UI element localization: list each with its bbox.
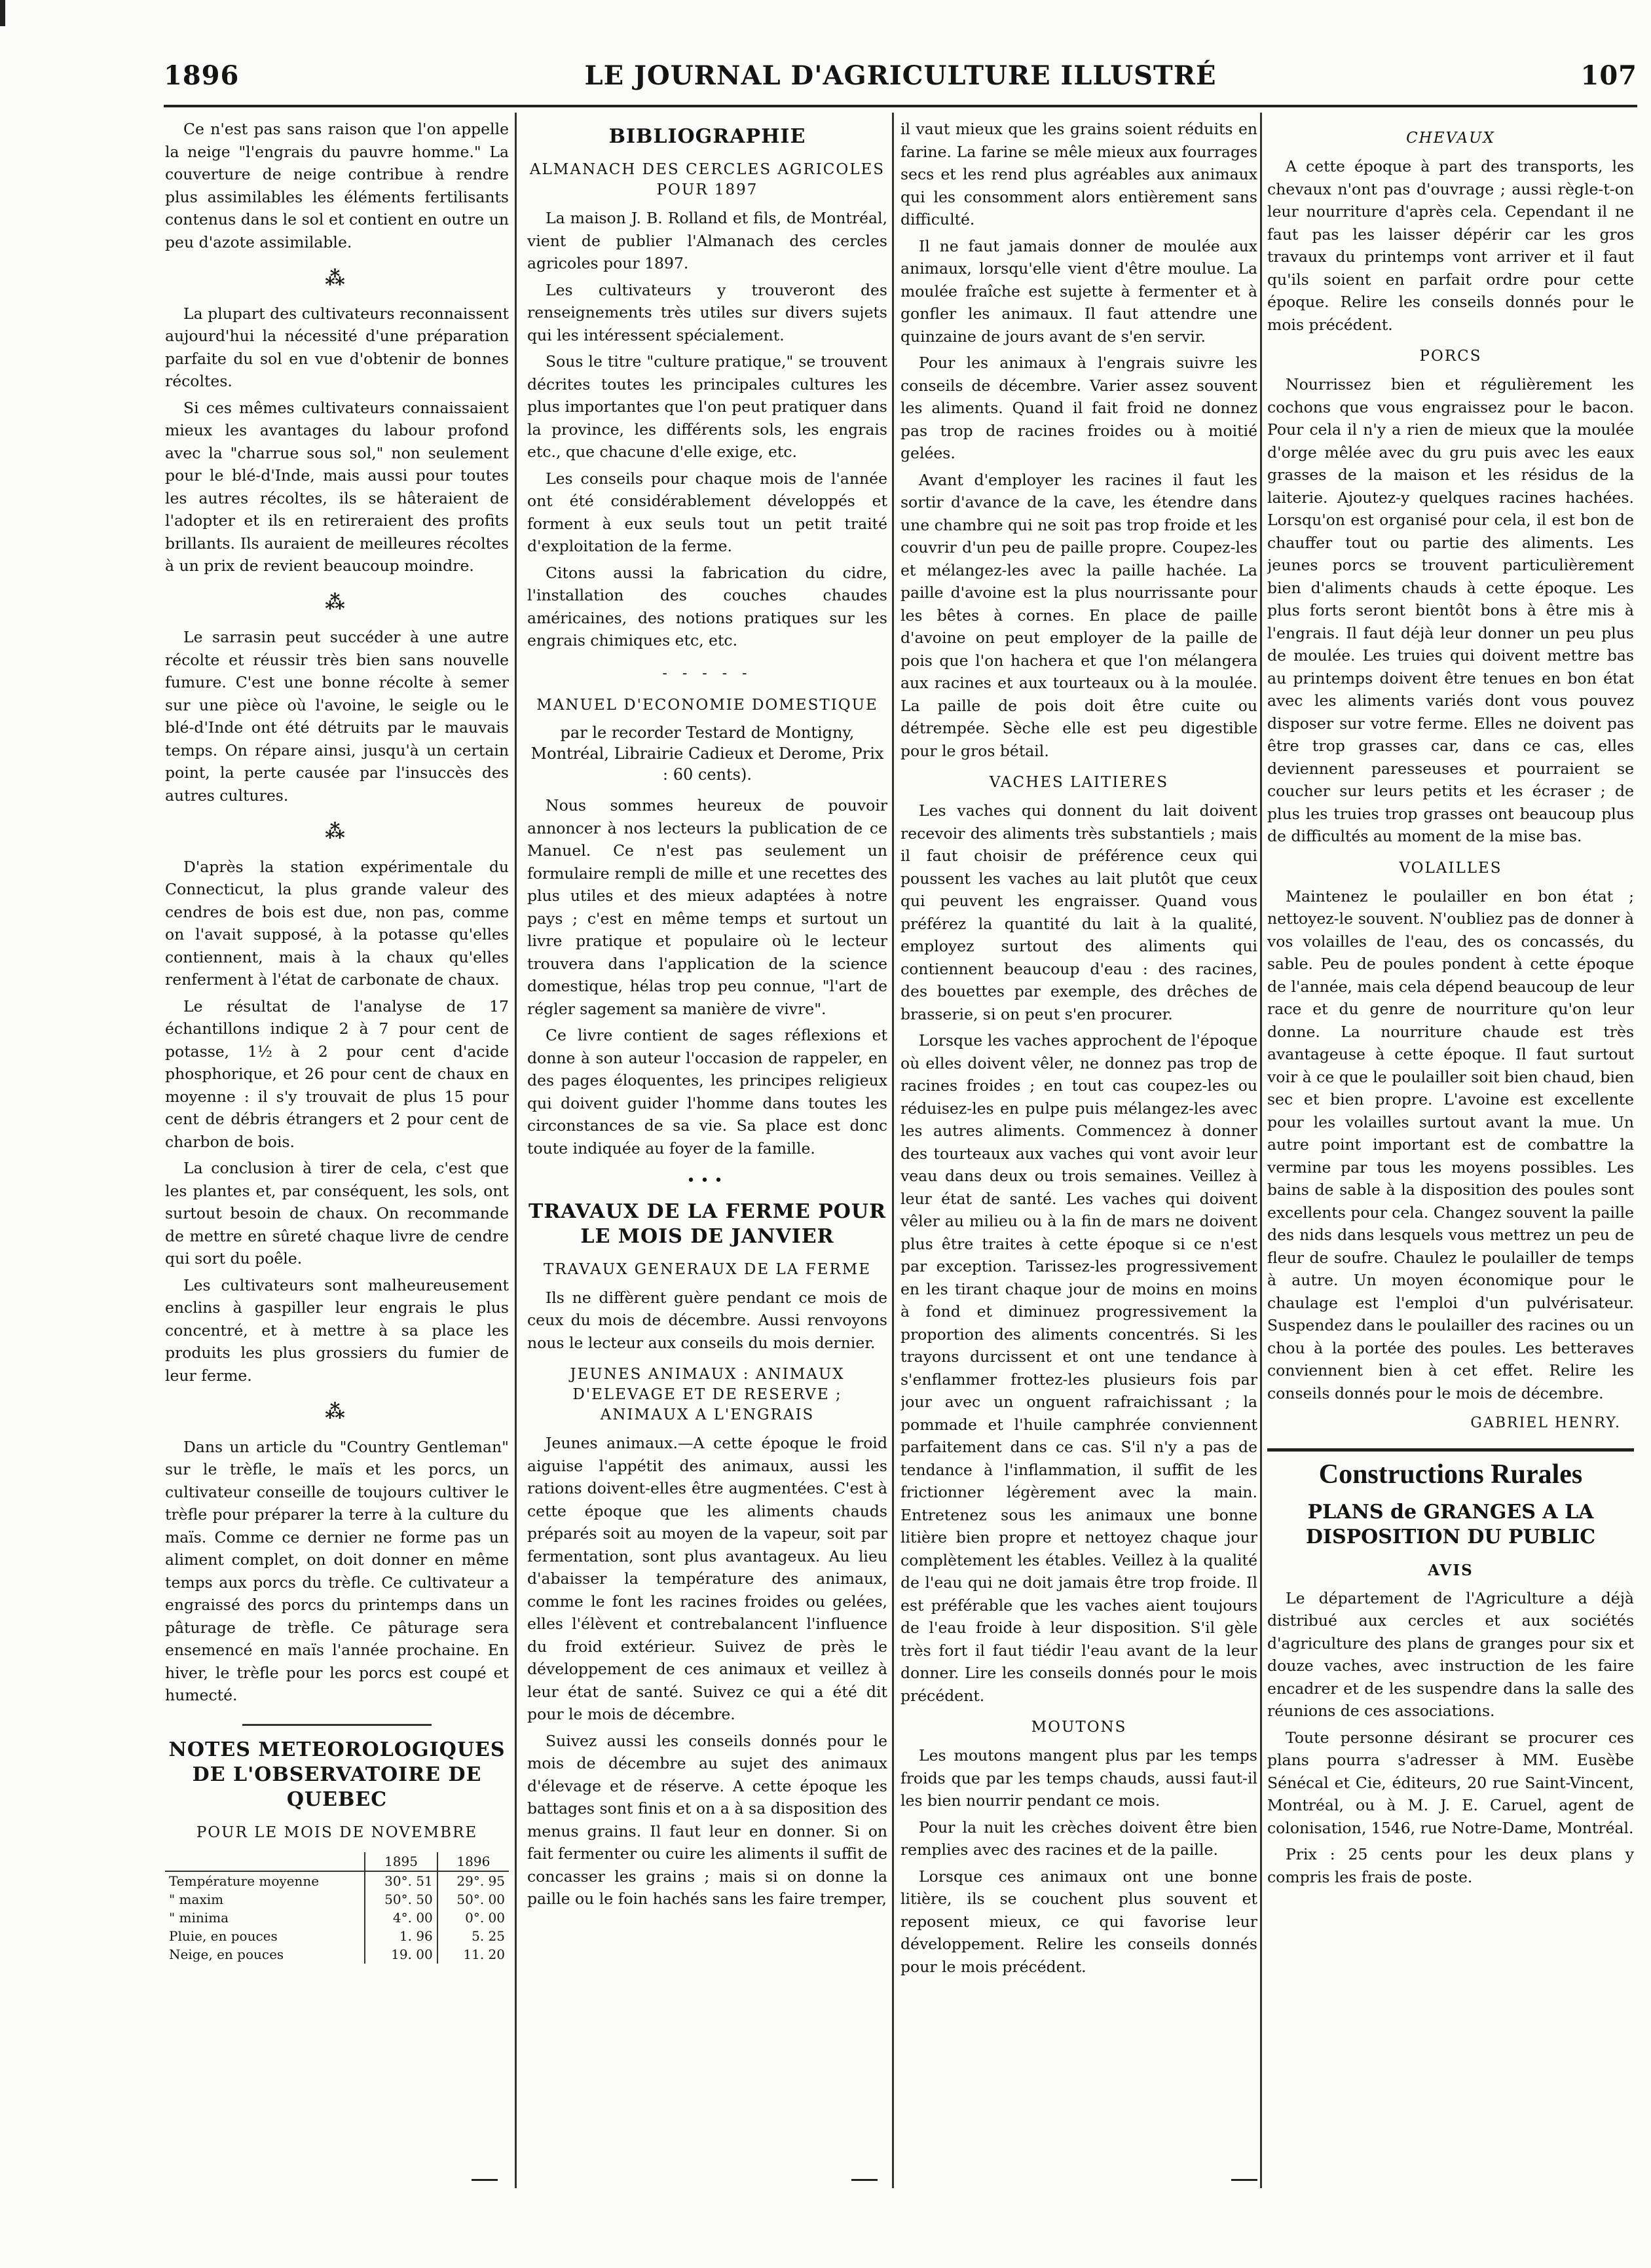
chevaux-title: CHEVAUX bbox=[1406, 130, 1495, 147]
section-stars: ⁂ bbox=[325, 591, 349, 614]
separator: - - - - - bbox=[662, 665, 752, 682]
meteo-title: NOTES METEOROLOGIQUES DE L'OBSERVATOIRE DE QUEBEC bbox=[168, 1738, 506, 1811]
paragraph: Nous sommes heureux de pouvoir annoncer à nos lecteurs la publication de ce Manuel. Ce n'est pas seulement un formulaire rempli de mille et une recettes des plus utiles et des mieux adaptées à notre pays ; c'est en même temps et surtout un livre pratique et populaire où le lecteur trouvera dans l'application de la science domestique, hélas trop peu connue, "l'art de régler sagement sa manière de vivre". bbox=[527, 796, 887, 1018]
manuel-title: MANUEL D'ECONOMIE DOMESTIQUE bbox=[536, 697, 878, 714]
travaux-title: TRAVAUX DE LA FERME POUR LE MOIS DE JANVIER bbox=[529, 1199, 886, 1248]
column-end-mark bbox=[851, 2179, 878, 2181]
column-divider bbox=[515, 113, 517, 2188]
page-header bbox=[164, 60, 1637, 100]
paragraph: Les cultivateurs sont malheureusement enclins à gaspiller leur engrais le plus concentré, et à mettre à sa place les produits les plus grossiers du fumier de leur ferme. bbox=[165, 1275, 509, 1385]
author-signature: GABRIEL HENRY. bbox=[1470, 1415, 1621, 1431]
header-page-number: 107 bbox=[1580, 60, 1637, 91]
header-year: 1896 bbox=[164, 60, 240, 91]
porcs-title: PORCS bbox=[1419, 348, 1482, 365]
travaux-subtitle: TRAVAUX GENERAUX DE LA FERME bbox=[543, 1260, 872, 1278]
paragraph: Pour la nuit les crèches doivent être bien remplies avec des racines et de la paille. bbox=[900, 1818, 1257, 1859]
paragraph: Jeunes animaux.—A cette époque le froid aiguise l'appétit des animaux, aussi les rations doivent-elles être augmentées. C'est à cette époque que les aliments chauds préparés soit au moyen de la vapeur, soit par fermentation, sont plus avantageux. Au lieu d'abaisser la température des animaux, comme le font les racines froides ou gelées, elles l'élèvent et contrebalancent l'influence du froid extérieur. Suivez de près le développement de ces animaux et veillez à leur état de santé. Suivez ce qui a été dit pour le mois de décembre. bbox=[527, 1434, 887, 1723]
paragraph: A cette époque à part des transports, les chevaux n'ont pas d'ouvrage ; aussi règle-t-on leur nourriture d'après cela. Cependant il ne faut pas les laisser dépérir car les gros travaux du printemps vont arriver et il faut qu'ils soient en parfait ordre pour cette époque. Relire les conseils donnés pour le mois précédent. bbox=[1267, 157, 1634, 334]
vaches-title: VACHES LAITIERES bbox=[989, 774, 1169, 791]
scan-mark bbox=[0, 0, 18, 26]
separator: ••• bbox=[686, 1173, 728, 1189]
jeunes-animaux-title: JEUNES ANIMAUX : ANIMAUX D'ELEVAGE ET DE RESERVE ; ANIMAUX A L'ENGRAIS bbox=[570, 1366, 845, 1423]
paragraph: Nourrissez bien et régulièrement les cochons que vous engraissez pour le bacon. Pour cela il n'y a rien de mieux que la moulée d'orge mêlée avec du gru puis avec les eaux grasses de la maison et les résidus de la laiterie. Ajoutez-y quelques racines hachées. Lorsqu'on est organisé pour cela, il est bon de chauffer tout ou partie des aliments. Les jeunes porcs se trouvent particulièrement bien d'aliments chauds à cette époque. Les plus forts seront bientôt bons à être mis à l'engrais. Il faut déjà leur donner un peu plus de moulée. Les truies qui doivent mettre bas au printemps doivent être tenues en bon état avec les aliments variés dont vous pouvez disposer sur votre ferme. Elles ne doivent pas être trop grasses car, dans ce cas, elles deviennent paresseuses et pourraient se coucher sur leurs petits et les écraser ; de plus les truies trop grasses ont beaucoup plus de difficultés au moment de la mise bas. bbox=[1267, 375, 1634, 845]
column-3 bbox=[900, 118, 1257, 2187]
paragraph: il vaut mieux que les grains soient réduits en farine. La farine se mêle mieux aux fourrages secs et les rend plus agréables aux animaux qui les consomment alors entièrement sans difficulté. bbox=[900, 120, 1257, 229]
paragraph: Ce n'est pas sans raison que l'on appelle la neige "l'engrais du pauvre homme." La couverture de neige contribue à rendre plus assimilables les éléments fertilisants contenus dans le sol et contient en outre un peu d'azote assimilable. bbox=[165, 120, 509, 251]
paragraph: Le résultat de l'analyse de 17 échantillons indique 2 à 7 pour cent de potasse, 1½ à 2 pour cent d'acide phosphorique, et 26 pour cent de chaux en moyenne : il s'y trouvait de plus 15 pour cent de débris étrangers et 2 pour cent de charbon de bois. bbox=[165, 997, 509, 1151]
volailles-title: VOLAILLES bbox=[1399, 859, 1502, 877]
almanach-title: ALMANACH DES CERCLES AGRICOLES POUR 1897 bbox=[529, 161, 885, 198]
column-4 bbox=[1267, 118, 1634, 2187]
paragraph: Prix : 25 cents pour les deux plans y compris les frais de poste. bbox=[1267, 1845, 1634, 1886]
meteo-subtitle: POUR LE MOIS DE NOVEMBRE bbox=[196, 1823, 478, 1841]
column-divider bbox=[1260, 113, 1262, 2188]
header-title: LE JOURNAL D'AGRICULTURE ILLUSTRÉ bbox=[584, 60, 1217, 91]
paragraph: La plupart des cultivateurs reconnaissent aujourd'hui la nécessité d'une préparation parfaite du sol en vue d'obtenir de bonnes récoltes. bbox=[165, 304, 509, 390]
paragraph: Ils ne diffèrent guère pendant ce mois de ceux du mois de décembre. Aussi renvoyons nous le lecteur aux conseils du mois dernier. bbox=[527, 1288, 887, 1352]
plans-title: PLANS de GRANGES A LA DISPOSITION DU PUBLIC bbox=[1305, 1500, 1596, 1548]
paragraph: Les cultivateurs y trouveront des renseignements très utiles sur divers sujets qui les intéressent spécialement. bbox=[527, 280, 887, 344]
paragraph: D'après la station expérimentale du Connecticut, la plus grande valeur des cendres de bois est due, non pas, comme on l'avait supposé, à la potasse qu'elles contiennent, mais à la chaux qu'elles renferment à l'état de carbonate de chaux. bbox=[165, 857, 509, 989]
header-rule bbox=[164, 105, 1637, 107]
paragraph: Les moutons mangent plus par les temps froids que par les temps chauds, aussi faut-il les bien nourrir pendant ce mois. bbox=[900, 1746, 1257, 1810]
constructions-title: Constructions Rurales bbox=[1267, 1448, 1634, 1491]
bibliographie-title: BIBLIOGRAPHIE bbox=[608, 125, 806, 148]
paragraph: Lorsque les vaches approchent de l'époque où elles doivent vêler, ne donnez pas trop de racines froides ; en tout cas coupez-les ou réduisez-les en pulpe puis mélangez-les avec les autres aliments. Commencez à donner des tourteaux aux vaches qui vont avoir leur veau dans deux ou trois semaines. Veillez à leur état de santé. Les vaches qui doivent vêler au milieu ou à la fin de mars ne doivent plus être traites à cette époque si ce n'est par exception. Tarissez-les progressivement en les tirant chaque jour de moins en moins à fond et diminuez progressivement la proportion des aliments concentrés. Si les trayons durcissent et ont une tendance à s'enflammer frottez-les plusieurs fois par jour avec un onguent rafraichissant ; la pommade et l'huile camphrée conviennent parfaitement dans ce cas. S'il n'y a pas de tendance à l'inflammation, il suffit de les frictionner légèrement avec la main. Entretenez sous les animaux une bonne litière bien propre et nettoyez chaque jour complètement les étables. Veillez à la qualité de l'eau qui ne doit jamais être trop froide. Il est préférable que les vaches aient toujours de l'eau froide à leur disposition. S'il gèle très fort il faut tiédir l'eau avant de la leur donner. Lire les conseils donnés pour le mois précédent. bbox=[900, 1031, 1257, 1705]
column-end-mark bbox=[472, 2179, 498, 2181]
paragraph: Il ne faut jamais donner de moulée aux animaux, lorsqu'elle vient d'être moulue. La moulée fraîche est sujette à fermenter et à gonfler les animaux. Il faut attendre une quinzaine de jours avant de s'en servir. bbox=[900, 236, 1257, 346]
paragraph: Les vaches qui donnent du lait doivent recevoir des aliments très substantiels ; mais il faut choisir de préférence ceux qui poussent les vaches au lait plutôt que ceux qui peuvent les engraisser. Quand vous préférez la quantité du lait à la qualité, employez surtout des aliments qui contiennent beaucoup d'eau : des racines, des bouettes par exemple, des drêches de brasserie, si on peut s'en procurer. bbox=[900, 801, 1257, 1023]
paragraph: Suivez aussi les conseils donnés pour le mois de décembre au sujet des animaux d'élevage et de réserve. A cette époque les battages sont finis et on a à sa disposition des menus grains. Il faut leur en donner. Si on fait fermenter ou cuire les aliments il suffit de concasser les grains ; mais si on donne la paille ou le foin hachés sans les faire tremper, bbox=[527, 1731, 887, 1908]
meteo-year-header: 1896 bbox=[437, 1852, 509, 1871]
paragraph: Maintenez le poulailler en bon état ; nettoyez-le souvent. N'oubliez pas de donner à vos volailles de l'eau, des os concassés, du sable. Peu de poules pondent à cette époque de l'année, mais cela dépend beaucoup de leur race et du genre de nourriture qu'on leur donne. La nourriture chaude est très avantageuse à cette époque. Il faut surtout voir à ce que le poulailler soit bien chaud, bien sec et bien propre. L'avoine est excellente pour les volailles surtout avant la mue. Un autre point important est de combattre la vermine par tous les moyens possibles. Les bains de sable à la disposition des poules sont excellents pour cela. Changez souvent la paille des nids dans lesquels vous mettrez un peu de fleur de soufre. Chaulez le poulailler de temps à autre. Un moyen économique pour le chaulage est l'emploi d'un pulvérisateur. Suspendez dans le poulailler des racines ou un chou à la portée des poules. Les betteraves conviennent bien à cet effet. Relire les conseils donnés pour le mois de décembre. bbox=[1267, 887, 1634, 1402]
separator bbox=[242, 1724, 432, 1726]
table-row: " minima 4°. 00 0°. 00 bbox=[165, 1909, 509, 1927]
paragraph: Le département de l'Agriculture a déjà distribué aux cercles et aux sociétés d'agriculture des plans de granges pour six et douze vaches, avec instruction de les faire encadrer et de les suspendre dans la salle des réunions de ces associations. bbox=[1267, 1588, 1634, 1720]
section-stars: ⁂ bbox=[325, 820, 349, 843]
paragraph: Si ces mêmes cultivateurs connaissaient mieux les avantages du labour profond avec la "charrue sous sol," non seulement pour le blé-d'Inde, mais aussi pour toutes les autres récoltes, ils se hâteraient de l'adopter et ils en retireraient des profits brillants. Ils auraient de meilleures récoltes à un prix de revient beaucoup moindre. bbox=[165, 398, 509, 575]
column-divider bbox=[892, 113, 894, 2188]
column-end-mark bbox=[1231, 2179, 1257, 2181]
paragraph: Sous le titre "culture pratique," se trouvent décrites toutes les principales cultures les plus importantes que l'on peut pratiquer dans la province, les différents sols, les engrais etc., que chacune d'elle exige, etc. bbox=[527, 352, 887, 461]
meteo-table bbox=[165, 1852, 509, 1964]
paragraph: Pour les animaux à l'engrais suivre les conseils de décembre. Varier assez souvent les aliments. Quand il fait froid ne donnez pas trop de racines froides ou à moitié gelées. bbox=[900, 354, 1257, 462]
table-row: Pluie, en pouces 1. 96 5. 25 bbox=[165, 1927, 509, 1945]
section-stars: ⁂ bbox=[325, 267, 349, 290]
column-2 bbox=[527, 118, 887, 2187]
table-row: Neige, en pouces 19. 00 11. 20 bbox=[165, 1945, 509, 1964]
column-1 bbox=[165, 118, 509, 2187]
paragraph: Les conseils pour chaque mois de l'année ont été considérablement développés et forment à eux seuls tout un petit traité d'exploitation de la ferme. bbox=[527, 469, 887, 555]
paragraph: La conclusion à tirer de cela, c'est que les plantes et, par conséquent, les sols, ont surtout besoin de chaux. On recommande de mettre en sûreté chaque livre de cendre qui sort du poêle. bbox=[165, 1159, 509, 1268]
manuel-subtitle: par le recorder Testard de Montigny, Montréal, Librairie Cadieux et Derome, Prix : 60 cents). bbox=[530, 723, 884, 784]
avis-title: AVIS bbox=[1428, 1561, 1474, 1579]
paragraph: Ce livre contient de sages réflexions et donne à son auteur l'occasion de rappeler, en des pages éloquentes, les principes religieux qui doivent guider l'homme dans toutes les circonstances de sa vie. Sa place est donc toute indiquée au foyer de la famille. bbox=[527, 1026, 887, 1158]
meteo-year-header: 1895 bbox=[365, 1852, 437, 1871]
paragraph: Dans un article du "Country Gentleman" sur le trèfle, le maïs et les porcs, un cultivateur conseille de toujours cultiver le trèfle pour préparer la terre à la culture du maïs. Comme ce dernier ne forme pas un aliment complet, on doit donner en même temps aux porcs du trèfle. Ce cultivateur a engraissé des porcs du printemps dans un pâturage de trèfle. Ce pâturage sera ensemencé en maïs l'année prochaine. En hiver, le trèfle pour les porcs est coupé et humecté. bbox=[165, 1437, 509, 1704]
section-stars: ⁂ bbox=[325, 1400, 349, 1423]
paragraph: Toute personne désirant se procurer ces plans pourra s'adresser à MM. Eusèbe Sénécal et Cie, éditeurs, 20 rue Saint-Vincent, Montréal, ou à M. J. E. Caruel, agent de colonisation, 1546, rue Notre-Dame, Montréal. bbox=[1267, 1728, 1634, 1837]
paragraph: Avant d'employer les racines il faut les sortir d'avance de la cave, les étendre dans une chambre qui ne soit pas trop froide et les couvrir d'un peu de paille propre. Coupez-les et mélangez-les avec la paille hachée. La paille d'avoine est la plus nourrissante pour les bêtes à cornes. En place de paille d'avoine on peut employer de la paille de pois que l'on hachera et que l'on mélangera aux racines et aux tourteaux ou à la moulée. La paille de pois doit être cuite ou détrempée. Sèche elle est peu digestible pour le gros bétail. bbox=[900, 470, 1257, 760]
table-row: Température moyenne 30°. 51 29°. 95 bbox=[165, 1871, 509, 1890]
paragraph: La maison J. B. Rolland et fils, de Montréal, vient de publier l'Almanach des cercles agricoles pour 1897. bbox=[527, 209, 887, 272]
paragraph: Le sarrasin peut succéder à une autre récolte et réussir très bien sans nouvelle fumure. C'est une bonne récolte à semer sur une pièce où l'avoine, le seigle ou le blé-d'Inde ont été détruits par le mauvais temps. On répare ainsi, jusqu'à un certain point, la perte causée par l'insuccès des autres cultures. bbox=[165, 628, 509, 805]
moutons-title: MOUTONS bbox=[1031, 1719, 1127, 1736]
table-row: " maxim 50°. 50 50°. 00 bbox=[165, 1890, 509, 1909]
paragraph: Lorsque ces animaux ont une bonne litière, ils se couchent plus souvent et reposent mieux, ce qui favorise leur développement. Relire les conseils donnés pour le mois précédent. bbox=[900, 1867, 1257, 1976]
paragraph: Citons aussi la fabrication du cidre, l'installation des couches chaudes américaines, des notions pratiques sur les engrais chimiques etc, etc. bbox=[527, 563, 887, 649]
